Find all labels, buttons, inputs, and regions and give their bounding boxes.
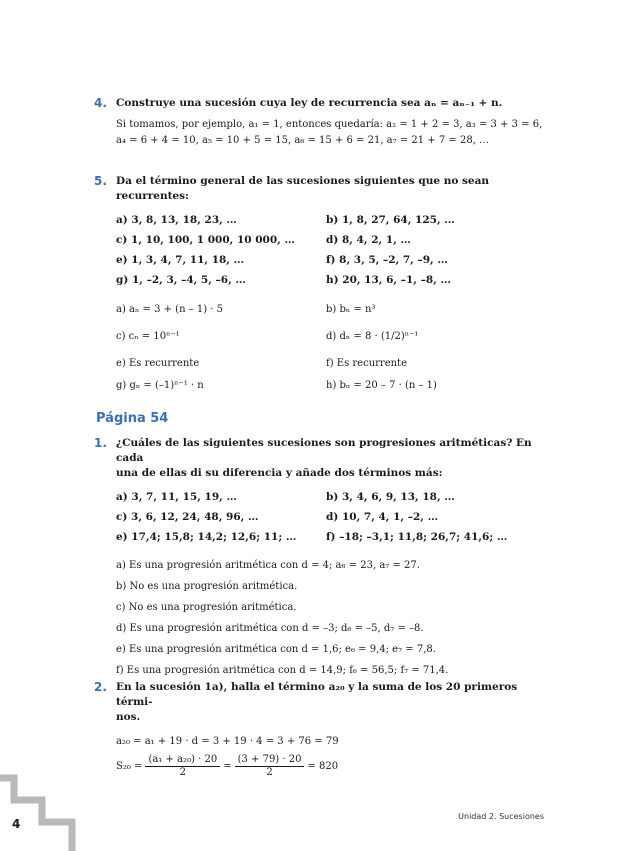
answer-row: [116, 298, 546, 322]
exercise-number: 2.: [94, 680, 107, 694]
item-row: [116, 270, 546, 290]
answer: c) No es una progresión aritmética.: [116, 602, 297, 613]
sum-result: = 820: [307, 761, 339, 772]
exercise-2: [96, 680, 546, 779]
exercise-question: nos.: [116, 711, 141, 723]
fraction: [145, 754, 220, 779]
exercise-5: [96, 174, 546, 396]
item: b) 3, 4, 6, 9, 13, 18, …: [326, 491, 455, 503]
equals-sign: =: [223, 761, 232, 772]
item-row: [116, 250, 546, 270]
answer: g) gₙ = (–1)ⁿ⁻¹ · n: [116, 380, 204, 391]
item: f) 8, 3, 5, –2, 7, –9, …: [326, 254, 448, 266]
answer: e) Es recurrente: [116, 358, 200, 369]
denominator: 2: [179, 767, 186, 778]
exercise-1: [96, 436, 546, 681]
exercise-number: 5.: [94, 174, 107, 188]
exercise-number: 4.: [94, 96, 107, 110]
answer: b) bₙ = n³: [326, 304, 376, 315]
exercise-question: En la sucesión 1a), halla el término a₂₀ y la suma de los 20 primeros térmi-: [116, 681, 518, 708]
exercise-question: ¿Cuáles de las siguientes sucesiones son progresiones aritméticas? En cada: [116, 437, 532, 464]
item-row: [116, 210, 546, 230]
exercise-answer-line: Si tomamos, por ejemplo, a₁ = 1, entonces quedaría: a₂ = 1 + 2 = 3, a₃ = 3 + 3 = 6,: [116, 119, 543, 130]
answer: d) dₙ = 8 · (1/2)ⁿ⁻¹: [326, 331, 419, 342]
corner-steps-decoration: [0, 770, 90, 851]
item: f) –18; –3,1; 11,8; 26,7; 41,6; …: [326, 531, 508, 543]
exercise-4: [96, 96, 546, 149]
answer: a₂₀ = a₁ + 19 · d = 3 + 19 · 4 = 3 + 76 = 79: [116, 736, 339, 747]
item: e) 17,4; 15,8; 14,2; 12,6; 11; …: [116, 531, 297, 543]
item: c) 1, 10, 100, 1 000, 10 000, …: [116, 234, 295, 246]
page-number: 4: [12, 817, 21, 831]
answer-row: [116, 352, 546, 376]
item: a) 3, 7, 11, 15, 19, …: [116, 491, 237, 503]
answer: f) Es una progresión aritmética con d = 14,9; f₆ = 56,5; f₇ = 71,4.: [116, 665, 449, 676]
item: c) 3, 6, 12, 24, 48, 96, …: [116, 511, 259, 523]
numerator: (a₁ + a₂₀) · 20: [145, 754, 220, 767]
item: d) 10, 7, 4, 1, –2, …: [326, 511, 439, 523]
answer: h) bₙ = 20 – 7 · (n – 1): [326, 380, 437, 391]
answer: c) cₙ = 10ⁿ⁻¹: [116, 331, 180, 342]
item: b) 1, 8, 27, 64, 125, …: [326, 214, 455, 226]
answer: e) Es una progresión aritmética con d = 1,6; e₆ = 9,4; e₇ = 7,8.: [116, 644, 436, 655]
item: a) 3, 8, 13, 18, 23, …: [116, 214, 237, 226]
numerator: (3 + 79) · 20: [235, 754, 305, 767]
answer-row: [116, 322, 546, 352]
item: e) 1, 3, 4, 7, 11, 18, …: [116, 254, 245, 266]
item: h) 20, 13, 6, –1, –8, …: [326, 274, 451, 286]
answer-row: [116, 376, 546, 396]
footer: Unidad 2. Sucesiones: [458, 812, 544, 821]
exercise-question: una de ellas di su diferencia y añade dos términos más:: [116, 467, 443, 479]
exercise-number: 1.: [94, 436, 107, 450]
item-row: [116, 487, 546, 507]
sum-label: S₂₀ =: [116, 761, 143, 772]
denominator: 2: [266, 767, 273, 778]
page-heading: Página 54: [96, 411, 169, 426]
item-row: [116, 507, 546, 527]
item-row: [116, 527, 546, 547]
item: d) 8, 4, 2, 1, …: [326, 234, 411, 246]
exercise-question: Construye una sucesión cuya ley de recurrencia sea aₙ = aₙ₋₁ + n.: [116, 97, 503, 109]
answer: d) Es una progresión aritmética con d = –3; d₆ = –5, d₇ = –8.: [116, 623, 424, 634]
answer: a) aₙ = 3 + (n – 1) · 5: [116, 304, 224, 315]
exercise-question: Da el término general de las sucesiones siguientes que no sean recurrentes:: [116, 175, 490, 202]
answer: f) Es recurrente: [326, 358, 407, 369]
answer: b) No es una progresión aritmética.: [116, 581, 298, 592]
item-row: [116, 230, 546, 250]
fraction: [235, 754, 305, 779]
sum-formula: [116, 754, 546, 779]
item: g) 1, –2, 3, –4, 5, –6, …: [116, 274, 246, 286]
answer: a) Es una progresión aritmética con d = 4; a₆ = 23, a₇ = 27.: [116, 560, 420, 571]
exercise-answer-line: a₄ = 6 + 4 = 10, a₅ = 10 + 5 = 15, a₆ = 15 + 6 = 21, a₇ = 21 + 7 = 28, …: [116, 135, 490, 146]
